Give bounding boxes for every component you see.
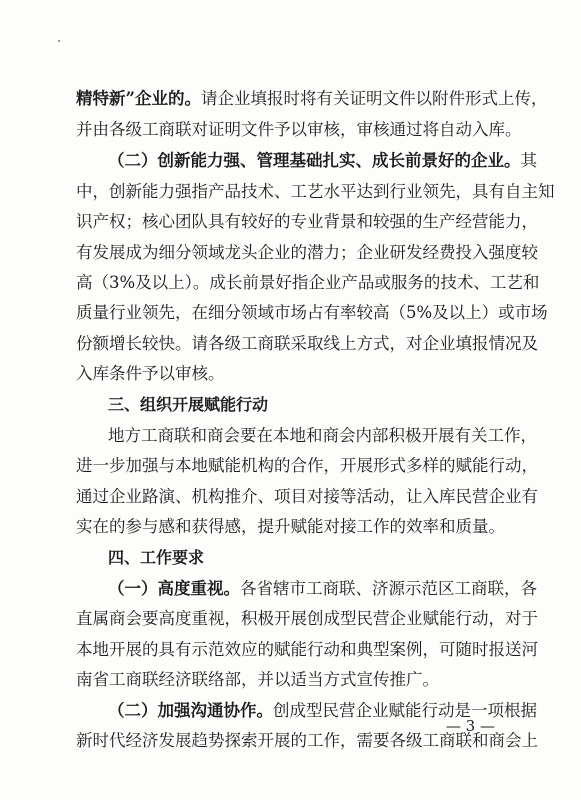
paragraph-line bbox=[76, 88, 548, 110]
text-run: 请企业填报时将有关证明文件以附件形式上传， bbox=[201, 89, 548, 108]
page-number: — 3 — bbox=[445, 717, 495, 735]
paragraph-line: 进一步加强与本地赋能机构的合作，开展形式多样的赋能行动， bbox=[76, 456, 538, 475]
paragraph-line bbox=[108, 578, 537, 600]
scan-speck bbox=[58, 40, 60, 42]
paragraph-line: 识产权；核心团队具有较好的专业背景和较强的生产经营能力， bbox=[76, 212, 538, 231]
section-heading: 三、组织开展赋能行动 bbox=[108, 395, 269, 414]
paragraph-line: 实在的参与感和获得感，提升赋能对接工作的效率和质量。 bbox=[76, 517, 505, 536]
paragraph-line: 有发展成为细分领域龙头企业的潜力；企业研发经费投入强度较 bbox=[76, 243, 538, 262]
text-run: 创成型民营企业赋能行动是一项根据 bbox=[273, 701, 537, 720]
paragraph-line: 南省工商联经济联络部，并以适当方式宣传推广。 bbox=[76, 670, 439, 689]
text-run: 各省辖市工商联、济源示范区工商联，各 bbox=[240, 579, 537, 598]
paragraph-line: 份额增长较快。请各级工商联采取线上方式，对企业填报情况及 bbox=[76, 334, 538, 353]
item-heading: （二）加强沟通协作。 bbox=[108, 701, 273, 720]
paragraph-line: 入库条件予以审核。 bbox=[76, 364, 225, 383]
paragraph-line: 地方工商联和商会要在本地和商会内部积极开展有关工作， bbox=[108, 426, 537, 445]
item-heading: （二）创新能力强、管理基础扎实、成长前景好的企业。 bbox=[108, 151, 521, 170]
paragraph-line: 通过企业路演、机构推介、项目对接等活动，让入库民营企业有 bbox=[76, 487, 538, 506]
paragraph-line bbox=[108, 150, 537, 172]
item-heading: （一）高度重视。 bbox=[108, 579, 240, 598]
paragraph-line: 质量行业领先，在细分领域市场占有率较高（5%及以上）或市场 bbox=[76, 303, 548, 322]
paragraph-line: 中，创新能力强指产品技术、工艺水平达到行业领先，具有自主知 bbox=[76, 182, 555, 201]
section-heading: 四、工作要求 bbox=[108, 548, 205, 567]
paragraph-line: 本地开展的具有示范效应的赋能行动和典型案例，可随时报送河 bbox=[76, 640, 538, 659]
paragraph-line: 高（3%及以上）。成长前景好指企业产品或服务的技术、工艺和 bbox=[76, 273, 540, 292]
paragraph-line: 并由各级工商联对证明文件予以审核，审核通过将自动入库。 bbox=[76, 120, 522, 139]
text-run: 其 bbox=[520, 151, 537, 170]
bold-run: 精特新”企业的。 bbox=[76, 89, 201, 108]
paragraph-line: 新时代经济发展趋势探索开展的工作，需要各级工商联和商会上 bbox=[76, 731, 538, 750]
paragraph-line: 直属商会要高度重视，积极开展创成型民营企业赋能行动，对于 bbox=[76, 609, 538, 628]
